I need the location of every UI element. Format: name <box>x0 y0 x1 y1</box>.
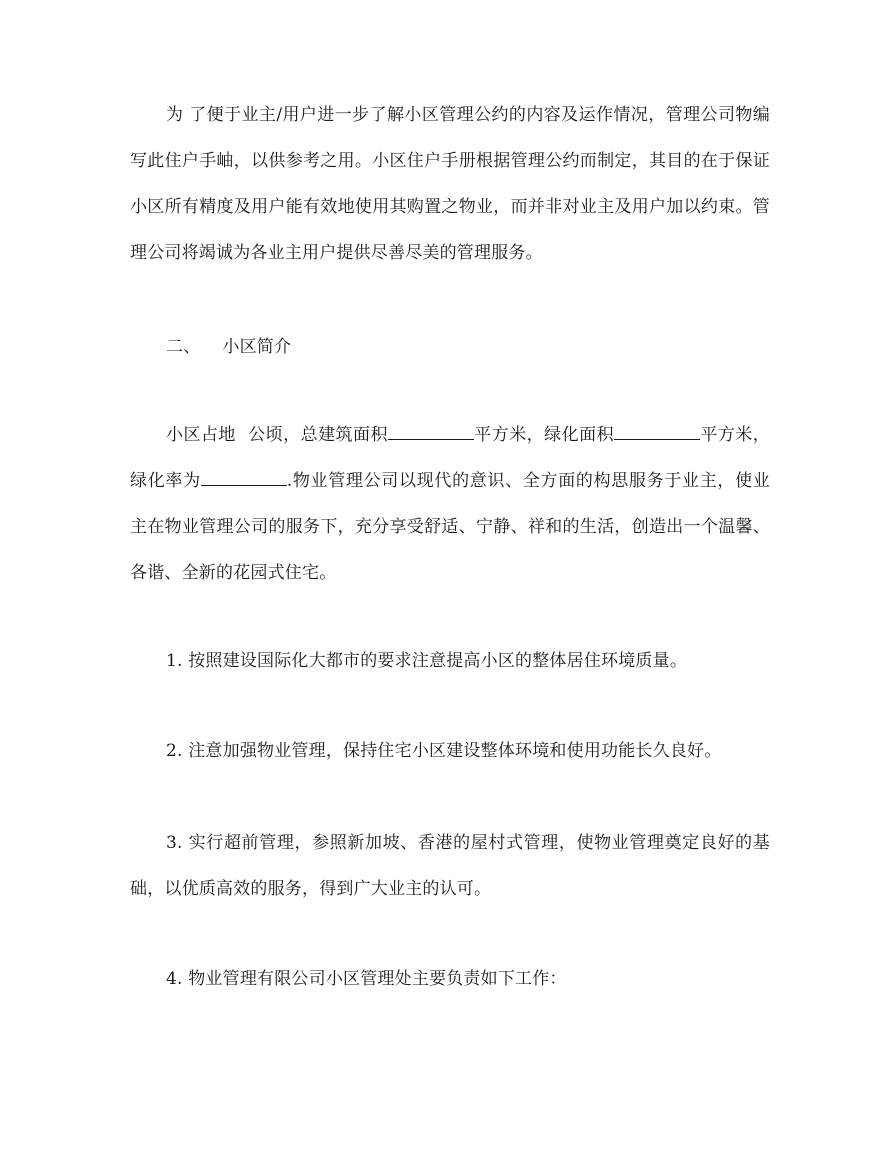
list-item-text: 物业管理有限公司小区管理处主要负责如下工作： <box>188 969 567 989</box>
overview-paragraph <box>130 412 770 596</box>
overview-part-2: 公顷，总建筑面积 <box>247 425 388 445</box>
intro-paragraph <box>130 92 770 276</box>
section-heading <box>130 324 770 370</box>
list-item-number: 3. <box>166 833 183 853</box>
list-item <box>130 728 770 774</box>
list-item-text: 实行超前管理，参照新加坡、香港的屋村式管理，使物业管理奠定良好的基础，以优质高效的服务，得到广大业主的认可。 <box>130 833 770 899</box>
blank-building-area <box>388 423 474 440</box>
list-item-text: 按照建设国际化大都市的要求注意提高小区的整体居住环境质量。 <box>188 651 688 671</box>
overview-part-1: 小区占地 <box>166 425 236 445</box>
overview-part-4: 平方米，绿化率为 <box>130 425 770 491</box>
list-item-text: 注意加强物业管理，保持住宅小区建设整体环境和使用功能长久良好。 <box>188 741 722 761</box>
list-item-number: 4. <box>166 969 183 989</box>
list-item <box>130 820 770 912</box>
overview-part-5: .物业管理公司以现代的意识、全方面的构思服务于业主，使业主在物业管理公司的服务下，充分享受舒适、宁静、祥和的生活，创造出一个温馨、各谐、全新的花园式住宅。 <box>130 471 770 583</box>
section-number: 二、 <box>166 337 201 357</box>
list-item <box>130 638 770 684</box>
blank-green-rate <box>201 469 287 486</box>
list-item-number: 1. <box>166 651 183 671</box>
section-title: 小区简介 <box>222 337 292 357</box>
list-item-number: 2. <box>166 741 183 761</box>
overview-part-3: 平方米，绿化面积 <box>473 425 615 445</box>
list-item <box>130 956 770 1002</box>
blank-green-area <box>614 423 700 440</box>
intro-text: 为 了便于业主/用户进一步了解小区管理公约的内容及运作情况，管理公司物编写此住户手岫，以供参考之用。小区住户手册根据管理公约而制定，其目的在于保证小区所有精度及用户能有效地使用其购置之物业，而并非对业主及用户加以约束。管理公司将竭诚为各业主用户提供尽善尽美的管理服务。 <box>130 105 770 263</box>
